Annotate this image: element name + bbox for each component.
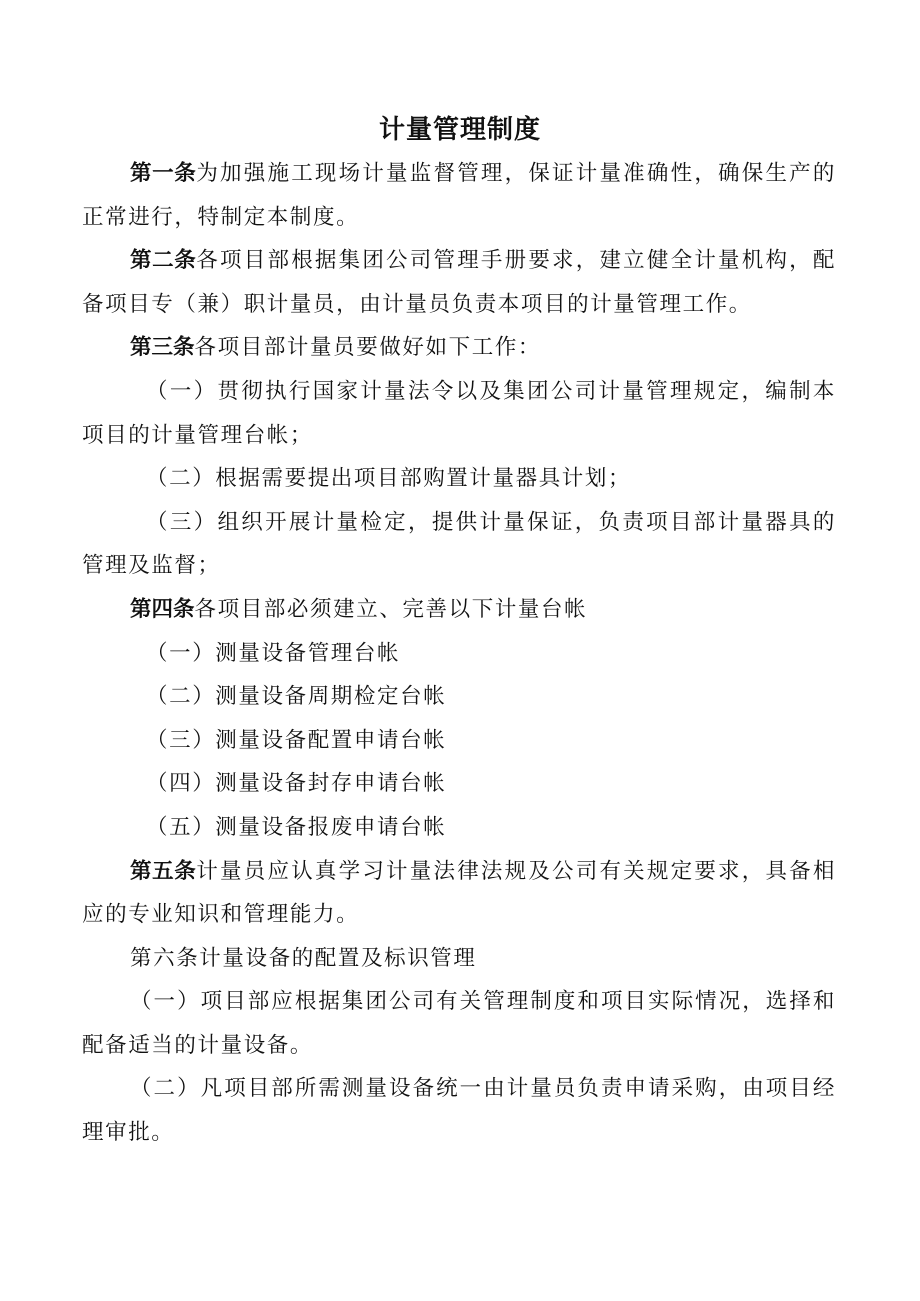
article-5 [82, 850, 836, 937]
page-title: 计量管理制度 [378, 115, 541, 145]
article-text: 各项目部计量员要做好如下工作： [194, 335, 542, 361]
article-4-item-3: （三）测量设备配置申请台帐 [146, 727, 447, 753]
article-6-item-1: （一）项目部应根据集团公司有关管理制度和项目实际情况，选择和配备适当的计量设备。 [82, 989, 836, 1058]
article-text: 计量员应认真学习计量法律法规及公司有关规定要求，具备相应的专业知识和管理能力。 [82, 858, 836, 928]
article-1 [82, 152, 836, 239]
article-heading: 第三条 [130, 335, 195, 361]
article-3-item-2: （二）根据需要提出项目部购置计量器具计划； [146, 466, 632, 492]
article-4-item-1: （一）测量设备管理台帐 [146, 640, 401, 666]
article-4-item-5: （五）测量设备报废申请台帐 [146, 814, 447, 840]
article-4 [82, 588, 836, 632]
article-6: 第六条计量设备的配置及标识管理 [130, 945, 477, 971]
document-body [82, 152, 836, 1155]
article-2 [82, 239, 836, 326]
article-3 [82, 326, 836, 370]
article-4-item-4: （四）测量设备封存申请台帐 [146, 771, 447, 797]
article-6-item-2: （二）凡项目部所需测量设备统一由计量员负责申请采购，由项目经理审批。 [82, 1076, 836, 1146]
article-3-item-3: （三）组织开展计量检定，提供计量保证，负责项目部计量器具的管理及监督； [82, 509, 836, 579]
article-text: 各项目部根据集团公司管理手册要求，建立健全计量机构，配备项目专（兼）职计量员，由计量员负责本项目的计量管理工作。 [82, 248, 836, 317]
article-4-item-2: （二）测量设备周期检定台帐 [146, 684, 447, 710]
article-heading: 第四条 [130, 596, 195, 622]
article-text: 为加强施工现场计量监督管理，保证计量准确性，确保生产的正常进行，特制定本制度。 [82, 161, 836, 230]
article-3-item-1: （一）贯彻执行国家计量法令以及集团公司计量管理规定，编制本项目的计量管理台帐； [82, 378, 836, 448]
article-heading: 第五条 [130, 858, 197, 884]
article-heading: 第一条 [130, 161, 197, 186]
article-text: 各项目部必须建立、完善以下计量台帐 [194, 596, 588, 622]
article-heading: 第二条 [130, 248, 197, 274]
